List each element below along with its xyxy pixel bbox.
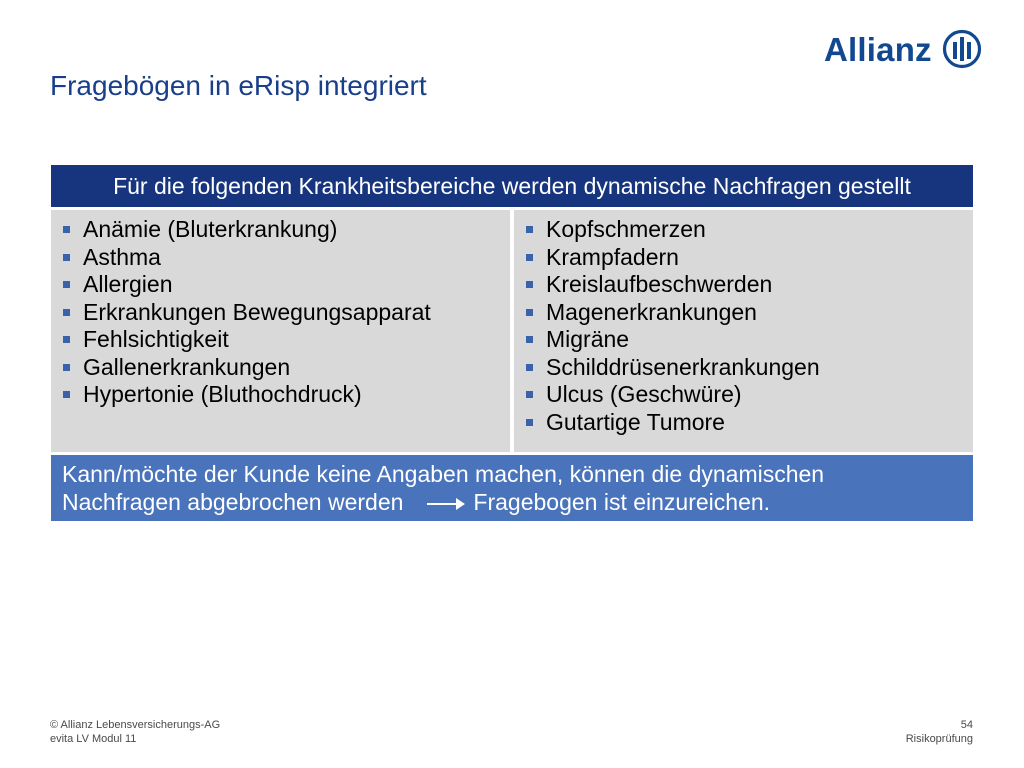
square-bullet-icon <box>63 226 70 233</box>
square-bullet-icon <box>526 254 533 261</box>
list-item-label: Kopfschmerzen <box>546 216 706 242</box>
list-item-label: Allergien <box>83 271 173 297</box>
allianz-eagle-icon <box>942 29 982 69</box>
square-bullet-icon <box>526 364 533 371</box>
left-condition-list <box>61 216 510 409</box>
square-bullet-icon <box>526 391 533 398</box>
list-item <box>61 381 510 409</box>
list-item <box>61 271 510 299</box>
square-bullet-icon <box>63 336 70 343</box>
list-item <box>61 354 510 382</box>
square-bullet-icon <box>63 254 70 261</box>
list-item-label: Asthma <box>83 243 161 270</box>
list-item-label: Ulcus (Geschwüre) <box>546 381 742 407</box>
allianz-logo <box>824 27 982 71</box>
list-item <box>61 216 510 244</box>
list-item-label: Erkrankungen Bewegungsapparat <box>83 298 431 325</box>
footer-module: evita LV Modul 11 <box>50 733 137 745</box>
footer-note-line-2 <box>62 488 963 516</box>
logo-wordmark: Allianz <box>824 30 932 68</box>
footer-note-text-before: Nachfragen abgebrochen werden <box>62 489 404 515</box>
slide-title: Fragebögen in eRisp integriert <box>50 70 427 101</box>
list-item-label: Kreislaufbeschwerden <box>546 271 773 297</box>
square-bullet-icon <box>526 281 533 288</box>
list-item-label: Magenerkrankungen <box>546 298 757 325</box>
list-item-label: Gallenerkrankungen <box>83 353 291 380</box>
list-item-label: Anämie (Bluterkrankung) <box>83 216 338 242</box>
footer-note-line-1: Kann/möchte der Kunde keine Angaben machen, können die dynamischen <box>62 461 825 487</box>
left-column <box>51 210 510 452</box>
list-item <box>524 271 973 299</box>
square-bullet-icon <box>63 309 70 316</box>
list-item <box>61 299 510 327</box>
list-item <box>524 409 973 437</box>
list-item <box>524 216 973 244</box>
list-item <box>524 381 973 409</box>
footer-company: © Allianz Lebensversicherungs-AG <box>50 719 221 731</box>
square-bullet-icon <box>63 391 70 398</box>
square-bullet-icon <box>526 309 533 316</box>
right-column <box>514 210 973 452</box>
right-arrow-icon <box>427 497 465 511</box>
square-bullet-icon <box>63 281 70 288</box>
list-item <box>524 326 973 354</box>
list-item <box>524 244 973 272</box>
footer-note-text-after: Fragebogen ist einzureichen. <box>473 489 771 515</box>
list-item-label: Gutartige Tumore <box>546 408 725 435</box>
list-item-label: Krampfadern <box>546 243 679 270</box>
list-item <box>61 244 510 272</box>
list-item <box>524 354 973 382</box>
square-bullet-icon <box>63 364 70 371</box>
square-bullet-icon <box>526 336 533 343</box>
right-condition-list <box>524 216 973 436</box>
footer-page-number: 54 <box>960 719 973 731</box>
footer-section: Risikoprüfung <box>905 733 973 745</box>
list-item-label: Schilddrüsenerkrankungen <box>546 353 820 380</box>
square-bullet-icon <box>526 419 533 426</box>
list-item-label: Migräne <box>546 326 630 352</box>
box-header: Für die folgenden Krankheitsbereiche werden dynamische Nachfragen gestellt <box>51 165 973 207</box>
list-item-label: Hypertonie (Bluthochdruck) <box>83 381 362 407</box>
square-bullet-icon <box>526 226 533 233</box>
list-item <box>61 326 510 354</box>
list-item <box>524 299 973 327</box>
box-footer-note <box>51 455 973 521</box>
list-item-label: Fehlsichtigkeit <box>83 326 229 352</box>
